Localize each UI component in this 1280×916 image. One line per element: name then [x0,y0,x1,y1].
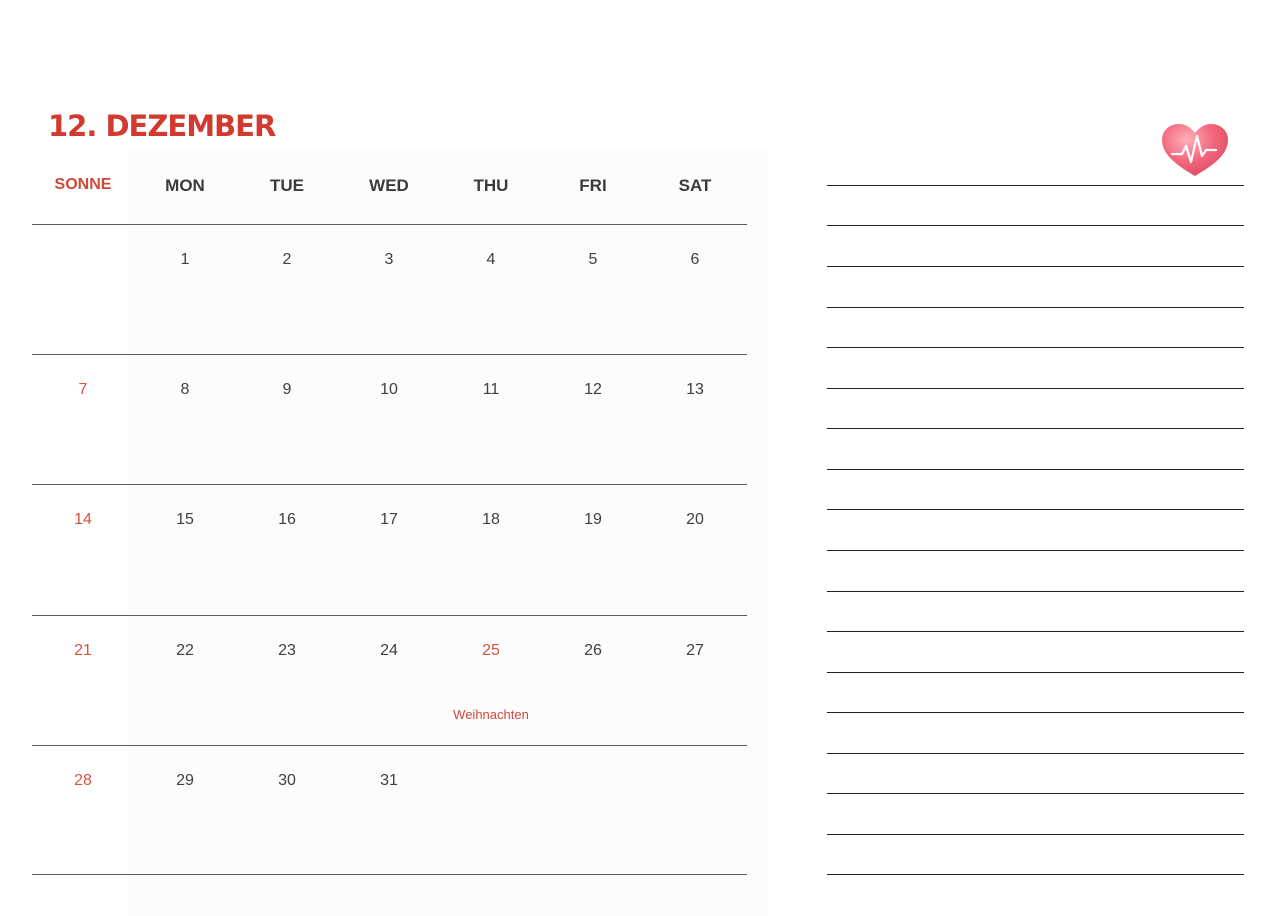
day-cell: 2 [282,251,292,268]
day-cell: 12 [584,381,602,398]
day-cell: 16 [278,511,296,528]
month-title: 12. DEZEMBER [48,109,276,143]
notes-line [827,631,1244,632]
day-cell: 27 [686,642,704,659]
notes-line [827,672,1244,673]
notes-line [827,793,1244,794]
day-cell-holiday: 25 [482,642,500,659]
notes-line [827,469,1244,470]
row-divider [32,224,747,225]
weekday-saturday: SAT [678,176,712,195]
row-divider [32,484,747,485]
weekday-tuesday: TUE [270,176,304,195]
day-cell: 13 [686,381,704,398]
notes-line [827,225,1244,226]
notes-line [827,428,1244,429]
day-cell: 18 [482,511,500,528]
day-cell: 1 [180,251,190,268]
day-cell: 5 [588,251,598,268]
row-divider [32,354,747,355]
day-cell: 8 [180,381,190,398]
day-cell: 26 [584,642,602,659]
weekday-monday: MON [165,176,205,195]
day-cell: 3 [384,251,394,268]
day-cell: 22 [176,642,194,659]
notes-line [827,185,1244,186]
day-cell: 4 [486,251,496,268]
notes-line [827,753,1244,754]
holiday-label: Weihnachten [453,707,529,722]
notes-line [827,266,1244,267]
notes-line [827,712,1244,713]
row-divider [32,745,747,746]
notes-line [827,509,1244,510]
notes-line [827,388,1244,389]
day-cell: 20 [686,511,704,528]
notes-line [827,591,1244,592]
day-cell: 19 [584,511,602,528]
notes-line [827,834,1244,835]
day-cell: 11 [482,381,500,398]
notes-line [827,874,1244,875]
weekday-wednesday: WED [369,176,409,195]
day-cell: 9 [282,381,292,398]
day-cell-sunday: 21 [74,642,92,659]
day-cell-sunday: 28 [74,772,92,789]
day-cell: 15 [176,511,194,528]
notes-line [827,347,1244,348]
day-cell-sunday: 7 [78,381,88,398]
weekday-thursday: THU [473,176,509,195]
day-cell: 24 [380,642,398,659]
day-cell: 31 [380,772,398,789]
row-divider [32,615,747,616]
day-cell: 23 [278,642,296,659]
weekday-friday: FRI [579,176,607,195]
notes-line [827,307,1244,308]
day-cell: 17 [380,511,398,528]
day-cell-sunday: 14 [74,511,92,528]
day-cell: 6 [690,251,700,268]
notes-line [827,550,1244,551]
day-cell: 10 [380,381,398,398]
day-cell: 30 [278,772,296,789]
day-cell: 29 [176,772,194,789]
heart-pulse-icon [1158,122,1232,178]
weekday-sunday: SONNE [54,176,112,193]
row-divider [32,874,747,875]
